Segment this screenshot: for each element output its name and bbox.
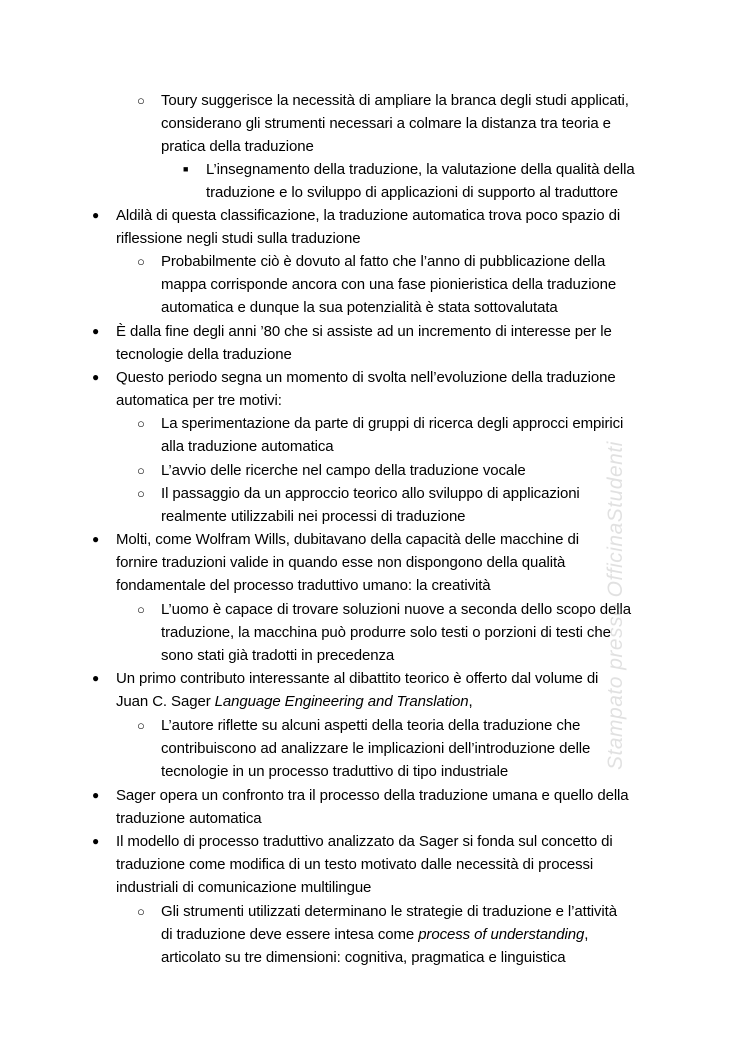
bullet-circle: ○	[137, 718, 145, 733]
text-line: traduzione automatica	[116, 810, 262, 827]
text-line: fornire traduzioni valide in quando esse non dispongono della qualità	[116, 554, 566, 571]
text-line: alla traduzione automatica	[161, 438, 334, 455]
bullet-circle: ○	[137, 254, 145, 269]
bullet-dot: ●	[92, 532, 100, 546]
text-run: Juan C. Sager	[116, 693, 215, 710]
italic-term: process of understanding	[418, 926, 585, 943]
text-line: Gli strumenti utilizzati determinano le strategie di traduzione e l’attività	[161, 903, 617, 920]
text-line: considerano gli strumenti necessari a colmare la distanza tra teoria e	[161, 115, 611, 132]
bullet-dot: ●	[92, 671, 100, 685]
bullet-dot: ●	[92, 834, 100, 848]
bullet-circle: ○	[137, 486, 145, 501]
bullet-circle: ○	[137, 463, 145, 478]
text-line: traduzione e lo sviluppo di applicazioni di supporto al traduttore	[206, 184, 618, 201]
text-line: Questo periodo segna un momento di svolta nell’evoluzione della traduzione	[116, 369, 616, 386]
text-line	[161, 923, 588, 946]
text-line: sono stati già tradotti in precedenza	[161, 647, 395, 664]
text-line: mappa corrisponde ancora con una fase pionieristica della traduzione	[161, 276, 617, 293]
text-line: fondamentale del processo traduttivo umano: la creatività	[116, 577, 491, 594]
text-line: articolato su tre dimensioni: cognitiva, pragmatica e linguistica	[161, 949, 566, 966]
bullet-circle: ○	[137, 602, 145, 617]
bullet-dot: ●	[92, 208, 100, 222]
text-line: Molti, come Wolfram Wills, dubitavano della capacità delle macchine di	[116, 531, 579, 548]
text-run: ,	[468, 693, 473, 710]
text-line: pratica della traduzione	[161, 138, 314, 155]
text-line: traduzione come modifica di un testo motivato dalle necessità di processi	[116, 856, 594, 873]
text-line: La sperimentazione da parte di gruppi di ricerca degli approcci empirici	[161, 415, 624, 432]
text-line	[116, 690, 473, 713]
bullet-square: ■	[183, 164, 189, 174]
text-line: contribuiscono ad analizzare le implicazioni dell’introduzione delle	[161, 740, 591, 757]
text-line: tecnologie in un processo traduttivo di tipo industriale	[161, 763, 509, 780]
text-line: Aldilà di questa classificazione, la traduzione automatica trova poco spazio di	[116, 207, 621, 224]
bullet-dot: ●	[92, 370, 100, 384]
text-line: Probabilmente ciò è dovuto al fatto che l’anno di pubblicazione della	[161, 253, 606, 270]
text-run: di traduzione deve essere intesa come	[161, 926, 419, 943]
text-line: realmente utilizzabili nei processi di traduzione	[161, 508, 466, 525]
text-line: riflessione negli studi sulla traduzione	[116, 230, 361, 247]
text-line: L’autore riflette su alcuni aspetti della teoria della traduzione che	[161, 717, 581, 734]
text-line: Toury suggerisce la necessità di ampliare la branca degli studi applicati,	[161, 92, 629, 109]
text-line: Un primo contributo interessante al dibattito teorico è offerto dal volume di	[116, 670, 599, 687]
bullet-circle: ○	[137, 904, 145, 919]
watermark: Stampato presso OfficinaStudenti	[604, 441, 627, 770]
bullet-circle: ○	[137, 93, 145, 108]
text-line: È dalla fine degli anni ’80 che si assiste ad un incremento di interesse per le	[116, 323, 612, 340]
text-line: automatica per tre motivi:	[116, 392, 282, 409]
text-line: tecnologie della traduzione	[116, 346, 292, 363]
text-line: L’insegnamento della traduzione, la valutazione della qualità della	[206, 161, 635, 178]
text-line: L’uomo è capace di trovare soluzioni nuove a seconda dello scopo della	[161, 601, 631, 618]
text-line: industriali di comunicazione multilingue	[116, 879, 372, 896]
text-line: traduzione, la macchina può produrre solo testi o porzioni di testi che	[161, 624, 611, 641]
book-title: Language Engineering and Translation	[214, 693, 469, 710]
text-line: L’avvio delle ricerche nel campo della traduzione vocale	[161, 462, 526, 479]
text-line: Il modello di processo traduttivo analizzato da Sager si fonda sul concetto di	[116, 833, 613, 850]
text-run: ,	[584, 926, 589, 943]
bullet-dot: ●	[92, 324, 100, 338]
bullet-circle: ○	[137, 416, 145, 431]
bullet-dot: ●	[92, 788, 100, 802]
text-line: automatica e dunque la sua potenzialità è stata sottovalutata	[161, 299, 558, 316]
text-line: Il passaggio da un approccio teorico allo sviluppo di applicazioni	[161, 485, 580, 502]
text-line: Sager opera un confronto tra il processo della traduzione umana e quello della	[116, 787, 629, 804]
